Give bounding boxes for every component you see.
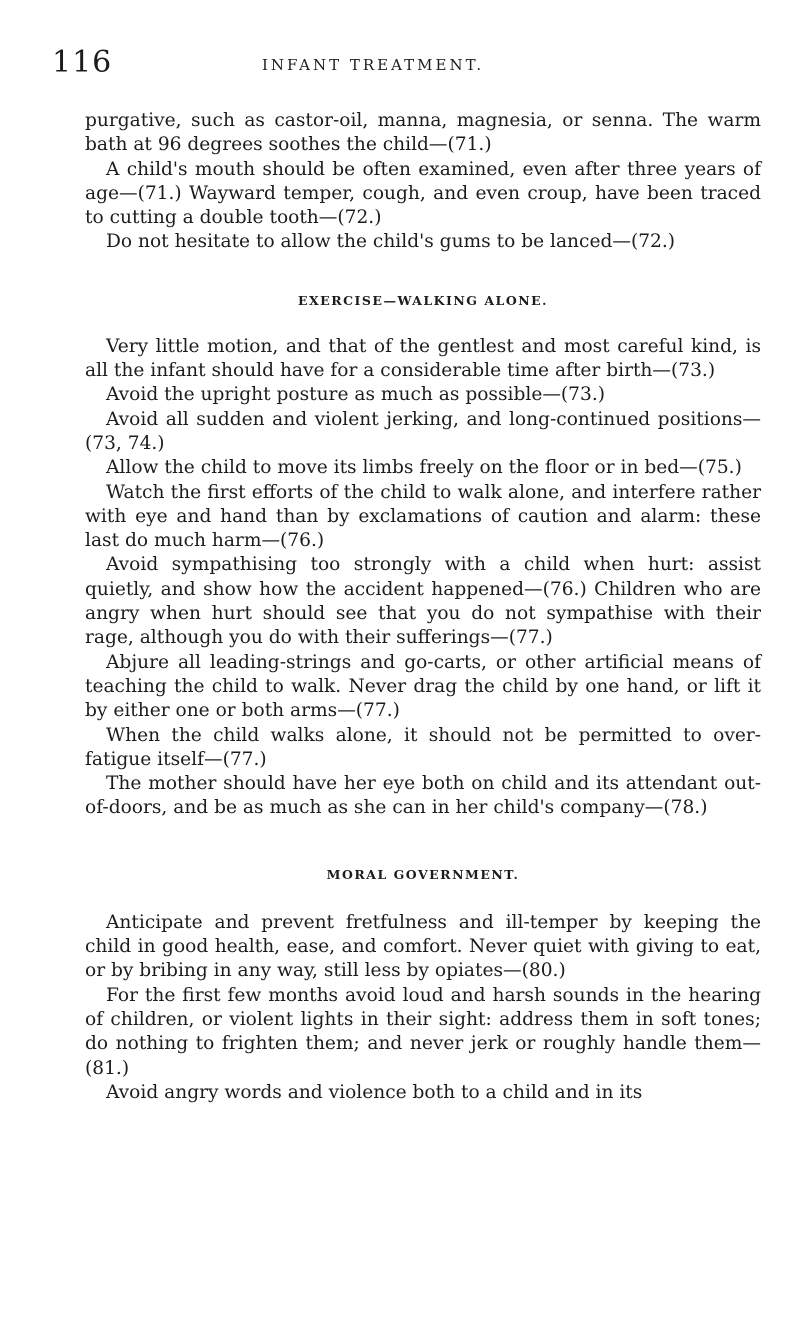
- paragraph: Very little motion, and that of the gentlest and most careful kind, is all the infant should have for a considerable time after birth—(73.): [85, 335, 761, 382]
- body-text: [85, 109, 761, 1105]
- paragraph: Avoid the upright posture as much as possible—(73.): [106, 384, 605, 406]
- intro-section: [85, 109, 761, 255]
- paragraph: For the first few months avoid loud and harsh sounds in the hearing of children, or violent lights in their sight: address them in soft tones; do nothing to frighten them; and never jerk or roughly handle them—(81.): [85, 984, 761, 1079]
- running-title: INFANT TREATMENT.: [262, 56, 485, 74]
- paragraph: Avoid angry words and violence both to a child and in its: [106, 1081, 643, 1103]
- paragraph: Avoid all sudden and violent jerking, and long-continued positions—(73, 74.): [85, 408, 761, 454]
- paragraph: Watch the first efforts of the child to walk alone, and interfere rather with eye and hand than by exclamations of caution and alarm: these last do much harm—(76.): [85, 481, 761, 552]
- paragraph: A child's mouth should be often examined, even after three years of age—(71.) Wayward temper, cough, and even croup, have been traced to cutting a double tooth—(72.): [85, 158, 761, 229]
- paragraph: Avoid sympathising too strongly with a child when hurt: assist quietly, and show how the accident happened—(76.) Children who are angry when hurt should see that you do not sympathise with their rage, although you do with their sufferings—(77.): [85, 554, 761, 649]
- moral-section: [85, 867, 761, 1105]
- section-heading-exercise: EXERCISE—WALKING ALONE.: [297, 292, 549, 308]
- section-heading-moral: MORAL GOVERNMENT.: [326, 866, 520, 882]
- paragraph: Do not hesitate to allow the child's gums to be lanced—(72.): [106, 231, 676, 253]
- paragraph: The mother should have her eye both on child and its attendant out-of-doors, and be as much as she can in her child's company—(78.): [85, 773, 761, 819]
- running-head: [52, 46, 752, 86]
- page-number: 116: [52, 45, 113, 80]
- paragraph: Allow the child to move its limbs freely on the floor or in bed—(75.): [106, 457, 742, 479]
- paragraph: purgative, such as castor-oil, manna, magnesia, or senna. The warm bath at 96 degrees soothes the child—(71.): [85, 110, 761, 156]
- paragraph: Anticipate and prevent fretfulness and ill-temper by keeping the child in good health, ease, and comfort. Never quiet with giving to eat, or by bribing in any way, still less by opiates—(80.): [85, 911, 761, 982]
- paragraph: When the child walks alone, it should not be permitted to over-fatigue itself—(77.): [85, 724, 761, 770]
- exercise-section: [85, 293, 761, 821]
- paragraph: Abjure all leading-strings and go-carts, or other artificial means of teaching the child to walk. Never drag the child by one hand, or lift it by either one or both arms—(77.): [85, 651, 761, 722]
